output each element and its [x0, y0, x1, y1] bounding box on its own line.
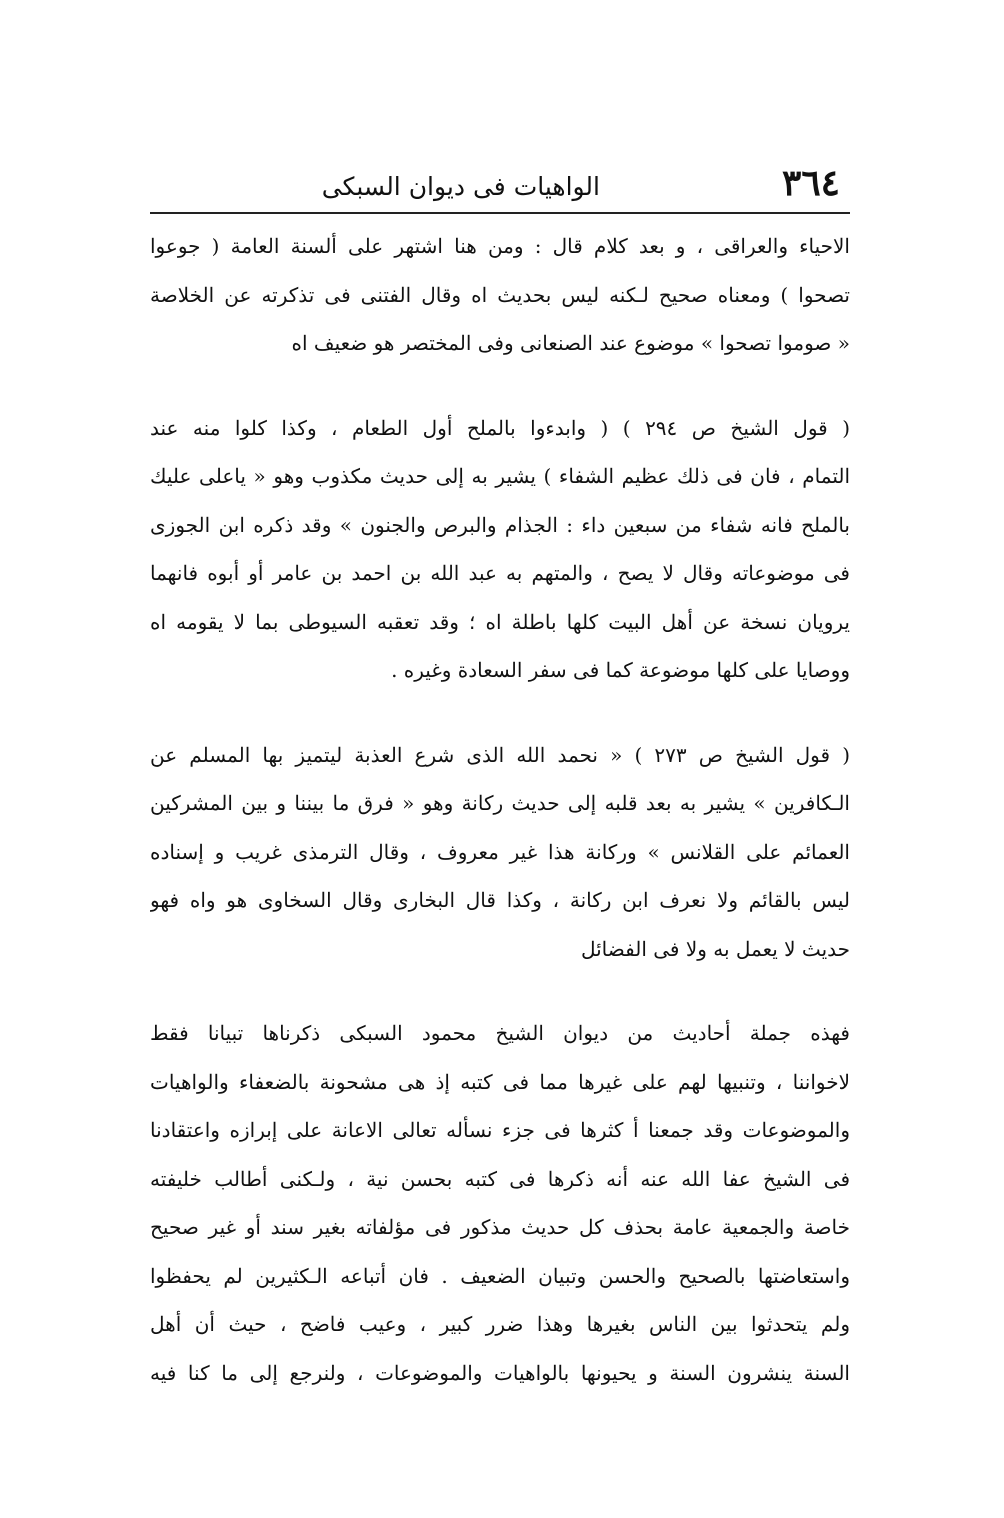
text-line: حديث لا يعمل به ولا فى الفضائل — [580, 936, 850, 961]
text-line: ولم يتحدثوا بين الناس بغيرها وهذا ضرر كبير ، وعيب فاضح ، حيث أن أهل — [150, 1312, 850, 1336]
text-line: يرويان نسخة عن أهل البيت كلها باطلة اه ؛ وقد تعقبه السيوطى بما لا يقومه اه — [150, 609, 850, 634]
text-line: فى الشيخ عفا الله عنه أنه ذكرها فى كتبه بحسن نية ، ولـكنى أطالب خليفته — [150, 1166, 850, 1191]
paragraph-gap — [150, 368, 850, 404]
text-line: الـكافرين » يشير به بعد قلبه إلى حديث ركانة وهو « فرق ما بيننا و بين المشركين — [150, 791, 850, 815]
text-line: السنة ينشرون السنة و يحيونها بالواهيات والموضوعات ، ولنرجع إلى ما كنا فيه — [150, 1360, 850, 1385]
running-title: الواهيات فى ديوان السبكى — [321, 172, 600, 201]
text-line: « صوموا تصحوا » موضوع عند الصنعانى وفى المختصر هو ضعيف اه — [291, 331, 850, 355]
text-line: واستعاضتها بالصحيح والحسن وتبيان الضعيف . فان أتباعه الـكثيرين لم يحفظوا — [150, 1263, 850, 1288]
page-number: ٣٦٤ — [781, 162, 840, 204]
text-line: ( قول الشيخ ص ٢٧٣ ) « نحمد الله الذى شرع العذبة ليتميز بها المسلم عن — [150, 742, 850, 767]
text-line: الاحياء والعراقى ، و بعد كلام قال : ومن هنا اشتهر على ألسنة العامة ( جوعوا — [150, 234, 850, 258]
paragraph — [150, 731, 850, 974]
text-line: بالملح فانه شفاء من سبعين داء : الجذام والبرص والجنون » وقد ذكره ابن الجوزى — [150, 512, 850, 537]
text-line: خاصة والجمعية عامة بحذف كل حديث مذكور فى مؤلفاته بغير سند أو غير صحيح — [150, 1215, 850, 1239]
text-line: فى موضوعاته وقال لا يصح ، والمتهم به عبد الله بن احمد بن عامر أو أبوه فانهما — [150, 561, 850, 585]
paragraph-gap — [150, 973, 850, 1009]
text-line: العمائم على القلانس » وركانة هذا غير معروف ، وقال الترمذى غريب و إسناده — [150, 839, 850, 864]
paragraph-gap — [150, 695, 850, 731]
header-rule — [150, 212, 850, 214]
text-line: ووصايا على كلها موضوعة كما فى سفر السعادة وغيره . — [391, 658, 850, 682]
text-line: تصحوا ) ومعناه صحيح لـكنه ليس بحديث اه وقال الفتنى فى تذكرته عن الخلاصة — [150, 282, 850, 307]
text-line: ( قول الشيخ ص ٢٩٤ ) ( وابدءوا بالملح أول الطعام ، وكذا كلوا منه عند — [150, 415, 850, 440]
paragraph — [150, 1009, 850, 1397]
paragraph — [150, 404, 850, 695]
text-line: فهذه جملة أحاديث من ديوان الشيخ محمود السبكى ذكرناها تبيانا فقط — [150, 1021, 850, 1045]
body-text — [150, 222, 850, 1397]
text-line: التمام ، فان فى ذلك عظيم الشفاء ) يشير به إلى حديث مكذوب وهو « ياعلى عليك — [150, 464, 850, 488]
page-header — [150, 160, 850, 210]
paragraph — [150, 222, 850, 368]
text-line: ليس بالقائم ولا نعرف ابن ركانة ، وكذا قال البخارى وقال السخاوى هو واه فهو — [150, 888, 850, 912]
text-line: لاخواننا ، وتنبيها لهم على غيرها مما فى كتبه إذ هى مشحونة بالضعفاء والواهيات — [150, 1069, 850, 1094]
text-line: والموضوعات وقد جمعنا أ كثرها فى جزء نسأله تعالى الاعانة على إبرازه واعتقادنا — [150, 1118, 850, 1142]
